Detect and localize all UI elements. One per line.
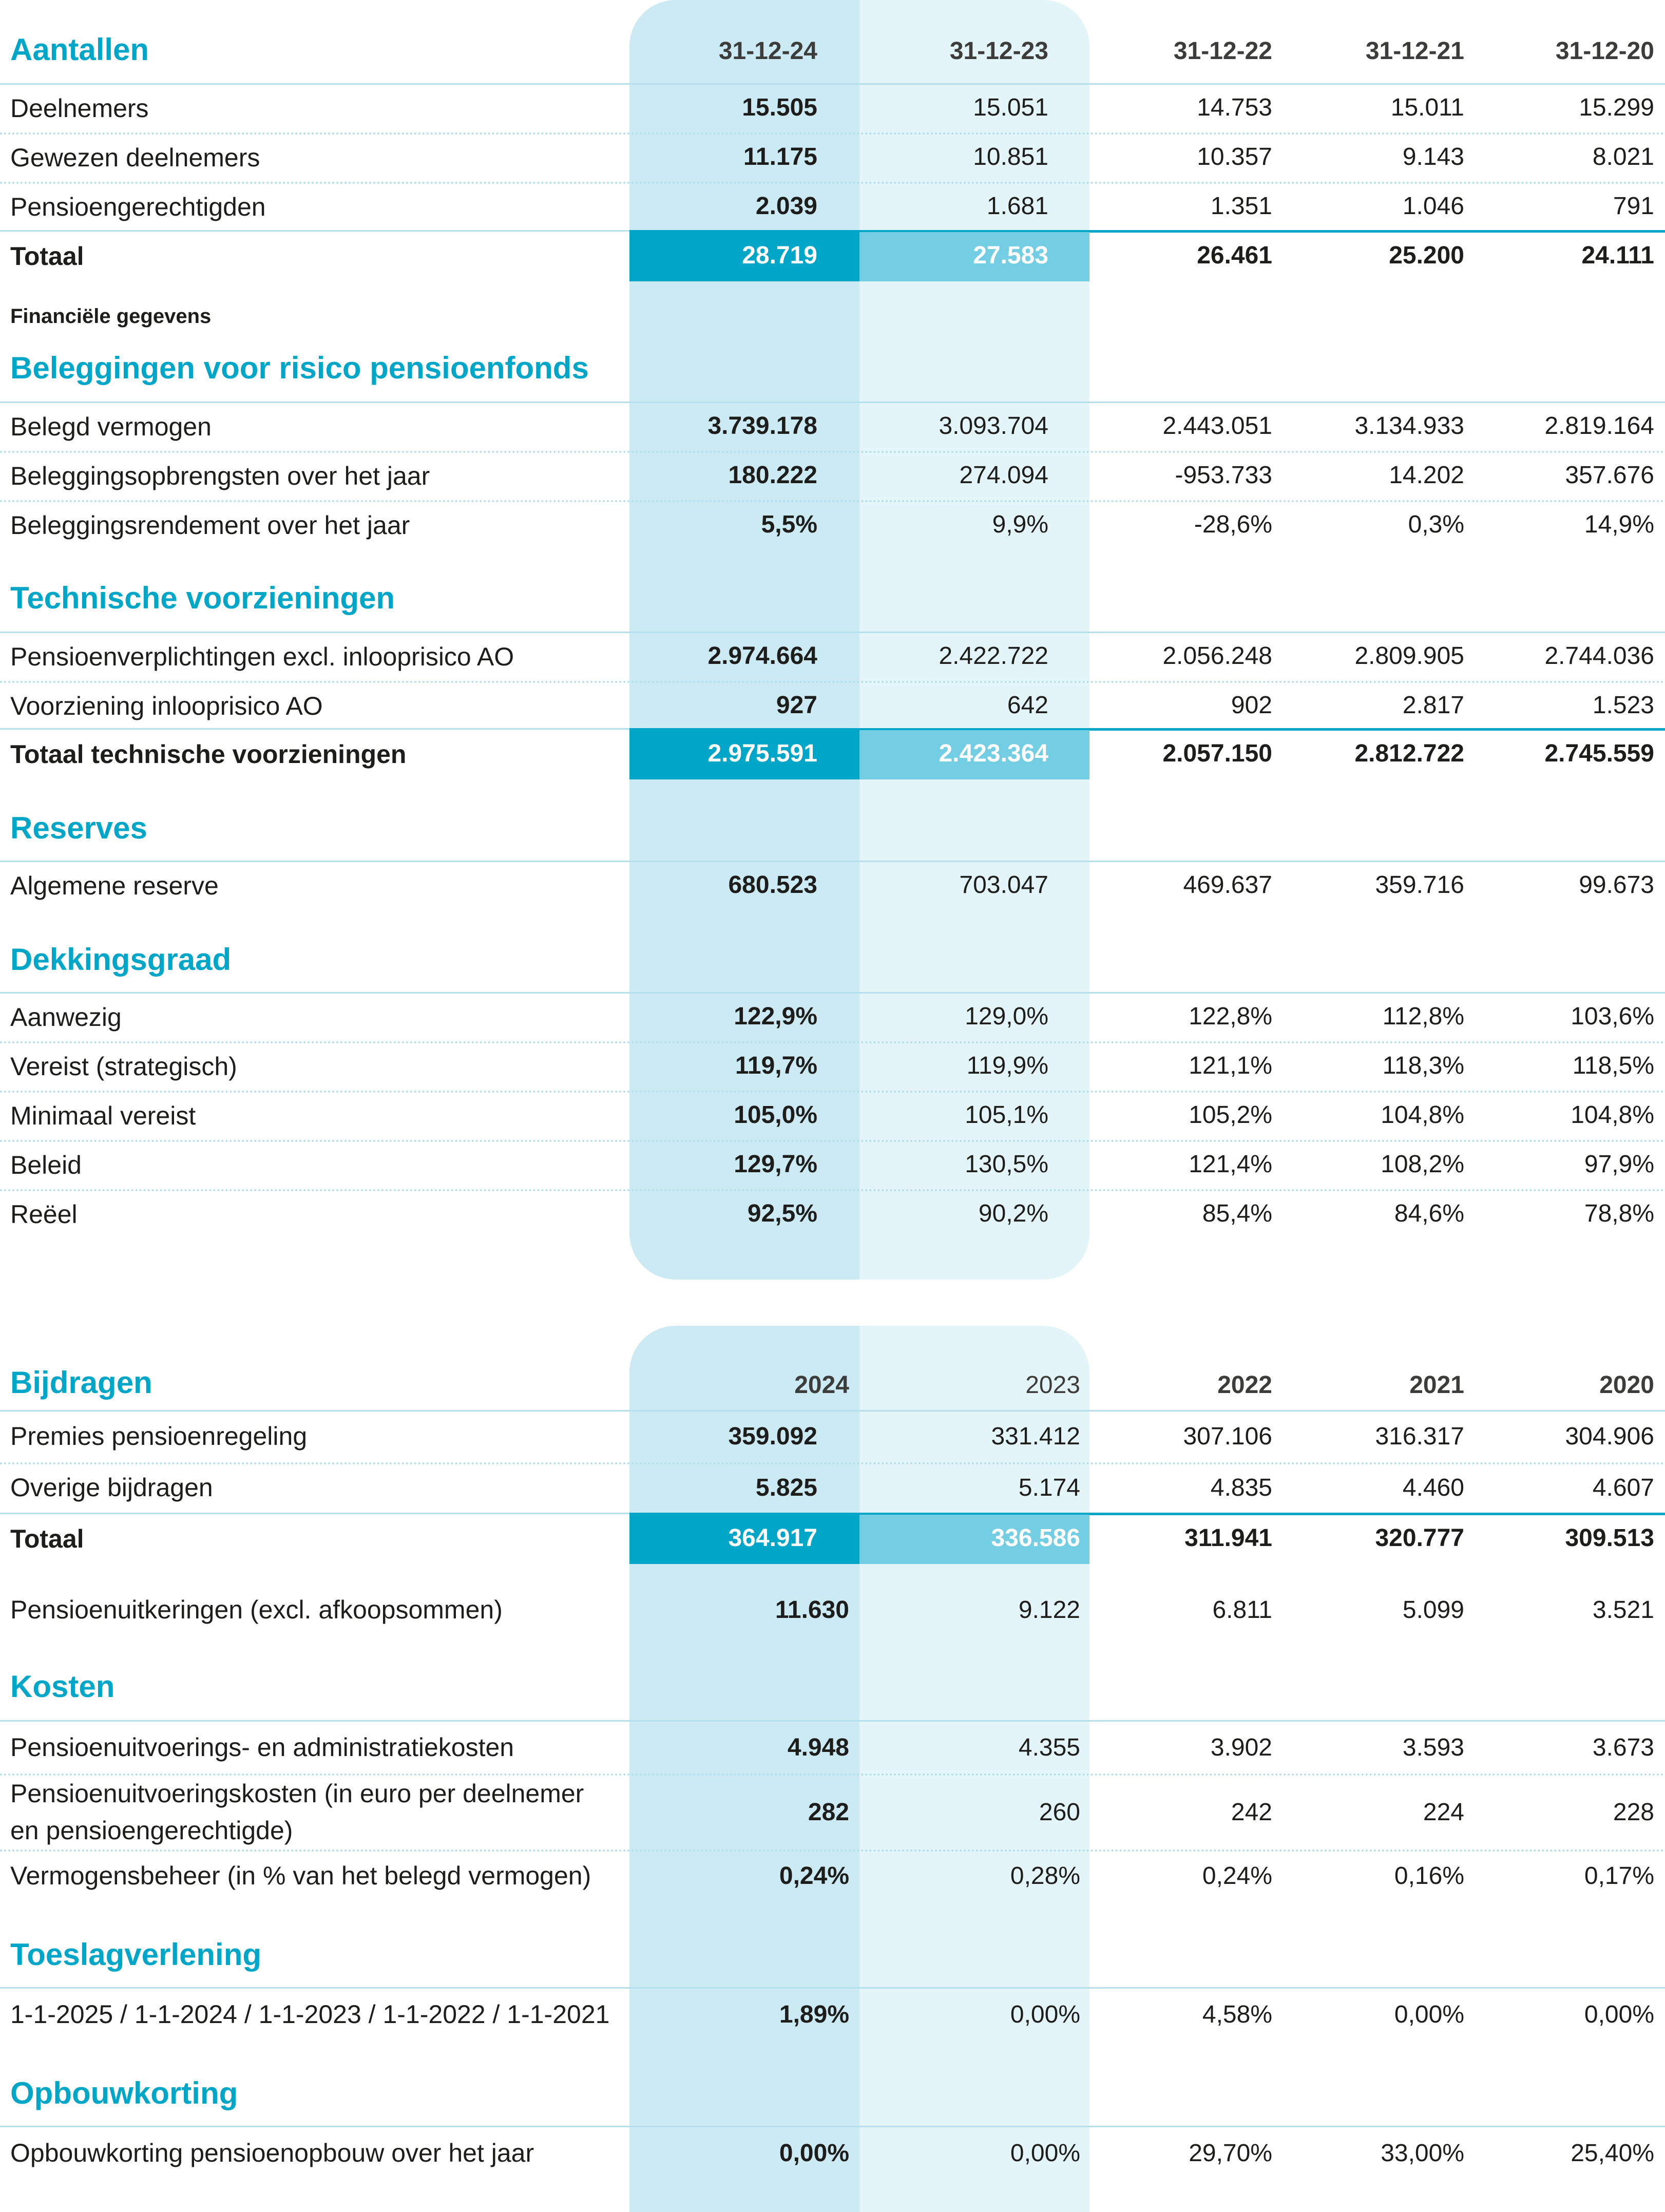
cell: 357.676 [1565, 462, 1654, 489]
section-title-technische-voorzieningen: Technische voorzieningen [10, 581, 395, 615]
cell: 3.134.933 [1354, 412, 1464, 440]
column-header: 2021 [1409, 1371, 1464, 1399]
row-label: Beleggingsrendement over het jaar [10, 511, 410, 540]
cell: 108,2% [1381, 1151, 1464, 1178]
row-label: 1-1-2025 / 1-1-2024 / 1-1-2023 / 1-1-2022 / 1-1-2021 [10, 2000, 610, 2029]
cell: 680.523 [728, 871, 817, 899]
cell: 92,5% [747, 1200, 817, 1227]
cell: 119,9% [966, 1052, 1048, 1079]
row-label: Reëel [10, 1200, 78, 1229]
cell: 4.835 [1210, 1474, 1272, 1501]
cell: 85,4% [1202, 1200, 1272, 1227]
cell: 15.011 [1390, 94, 1464, 121]
cell: 15.051 [973, 94, 1048, 121]
cell: 359.092 [728, 1423, 817, 1450]
row-label: Vermogensbeheer (in % van het belegd vermogen) [10, 1861, 591, 1890]
cell: 1,89% [779, 2001, 849, 2028]
total-cell: 2.057.150 [1162, 740, 1272, 767]
cell: 14,9% [1584, 511, 1654, 538]
cell: 9.122 [1018, 1596, 1080, 1624]
cell: 1.351 [1210, 193, 1272, 220]
cell: 29,70% [1189, 2140, 1272, 2167]
cell: 5.825 [755, 1474, 817, 1501]
total-cell: 2.812.722 [1354, 740, 1464, 767]
total-label: Totaal [10, 242, 84, 271]
total-cell: 320.777 [1375, 1524, 1464, 1552]
column-header: 2020 [1599, 1371, 1654, 1399]
cell: 5.099 [1402, 1596, 1464, 1624]
cell: 180.222 [728, 462, 817, 489]
row-label: Overige bijdragen [10, 1473, 213, 1502]
cell: 0,00% [1010, 2140, 1080, 2167]
section-title-dekkingsgraad: Dekkingsgraad [10, 942, 232, 977]
total-cell: 25.200 [1389, 242, 1464, 269]
total-cell: 311.941 [1184, 1524, 1272, 1552]
cell: 121,1% [1189, 1052, 1272, 1079]
cell: 2.809.905 [1354, 642, 1464, 670]
cell: 2.817 [1402, 692, 1464, 719]
total-cell: 364.917 [728, 1524, 817, 1552]
cell: 2.443.051 [1162, 412, 1272, 440]
total-label: Totaal [10, 1524, 84, 1553]
cell: 703.047 [959, 871, 1048, 899]
cell: 90,2% [978, 1200, 1048, 1227]
cell: 104,8% [1571, 1101, 1654, 1129]
row-label: Premies pensioenregeling [10, 1422, 308, 1451]
row-label: Beleggingsopbrengsten over het jaar [10, 462, 430, 490]
cell: 3.093.704 [939, 412, 1048, 440]
cell: 84,6% [1394, 1200, 1464, 1227]
cell: 0,17% [1584, 1862, 1654, 1890]
cell: 2.056.248 [1162, 642, 1272, 670]
row-label: Pensioenuitvoerings- en administratiekosten [10, 1733, 514, 1762]
column-header: 31-12-21 [1365, 37, 1464, 65]
cell: 791 [1613, 193, 1654, 220]
section-title-aantallen: Aantallen [10, 32, 149, 67]
cell: 3.673 [1592, 1734, 1654, 1761]
total-cell: 26.461 [1197, 242, 1272, 269]
cell: 130,5% [965, 1151, 1048, 1178]
cell: 3.739.178 [707, 412, 817, 440]
cell: 260 [1039, 1799, 1080, 1826]
cell: 33,00% [1381, 2140, 1464, 2167]
cell: 1.681 [986, 193, 1048, 220]
total-cell: 2.975.591 [707, 740, 817, 767]
cell: 9,9% [992, 511, 1048, 538]
cell: 331.412 [991, 1423, 1080, 1450]
cell: 118,3% [1382, 1052, 1464, 1079]
cell: 4.607 [1592, 1474, 1654, 1501]
total-cell: 27.583 [973, 242, 1048, 269]
cell: 105,0% [734, 1101, 817, 1129]
cell: 3.521 [1592, 1596, 1654, 1624]
cell: 6.811 [1212, 1596, 1272, 1624]
row-label: Aanwezig [10, 1003, 122, 1032]
row-label: Pensioengerechtigden [10, 193, 266, 221]
highlight-columns-table2 [629, 1326, 1089, 2212]
cell: 129,7% [734, 1151, 817, 1178]
cell: 0,00% [779, 2140, 849, 2167]
row-label: Algemene reserve [10, 871, 219, 900]
cell: 122,8% [1189, 1003, 1272, 1030]
cell: 2.422.722 [939, 642, 1048, 670]
section-title-bijdragen: Bijdragen [10, 1365, 152, 1400]
cell: 97,9% [1584, 1151, 1654, 1178]
cell: 2.819.164 [1544, 412, 1654, 440]
cell: 118,5% [1572, 1052, 1654, 1079]
cell: 10.357 [1197, 143, 1272, 170]
cell: 4.460 [1402, 1474, 1464, 1501]
cell: 11.175 [743, 143, 817, 170]
cell: 0,28% [1010, 1862, 1080, 1890]
cell: 3.593 [1402, 1734, 1464, 1761]
cell: 99.673 [1579, 871, 1654, 899]
cell: 274.094 [959, 462, 1048, 489]
cell: 282 [808, 1799, 849, 1826]
section-title-reserves: Reserves [10, 811, 147, 845]
row-label: Vereist (strategisch) [10, 1052, 237, 1081]
total-cell: 24.111 [1581, 242, 1654, 269]
cell: 5,5% [761, 511, 817, 538]
cell: -953.733 [1175, 462, 1272, 489]
section-title-beleggingen: Beleggingen voor risico pensioenfonds [10, 351, 589, 385]
row-label-line1: Pensioenuitvoeringskosten (in euro per deelnemer [10, 1779, 584, 1808]
cell: 3.902 [1210, 1734, 1272, 1761]
column-header: 2022 [1217, 1371, 1272, 1399]
cell: 122,9% [734, 1003, 817, 1030]
cell: 469.637 [1183, 871, 1272, 899]
cell: 0,16% [1394, 1862, 1464, 1890]
section-title-toeslagverlening: Toeslagverlening [10, 1937, 262, 1972]
cell: 105,1% [965, 1101, 1048, 1129]
cell: 9.143 [1402, 143, 1464, 170]
cell: 224 [1423, 1799, 1464, 1826]
section-title-kosten: Kosten [10, 1669, 115, 1704]
total-cell: 309.513 [1565, 1524, 1654, 1552]
cell: 105,2% [1189, 1101, 1272, 1129]
cell: 2.039 [755, 193, 817, 220]
cell: -28,6% [1194, 511, 1272, 538]
cell: 103,6% [1571, 1003, 1654, 1030]
cell: 304.906 [1565, 1423, 1654, 1450]
row-label-line2: en pensioengerechtigde) [10, 1816, 293, 1845]
cell: 14.202 [1389, 462, 1464, 489]
subtitle-financiele-gegevens: Financiële gegevens [10, 305, 212, 328]
cell: 307.106 [1183, 1423, 1272, 1450]
cell: 642 [1007, 692, 1048, 719]
cell: 4.948 [787, 1734, 849, 1761]
cell: 228 [1613, 1799, 1654, 1826]
row-label: Beleid [10, 1151, 82, 1179]
cell: 0,00% [1394, 2001, 1464, 2028]
cell: 25,40% [1571, 2140, 1654, 2167]
section-title-opbouwkorting: Opbouwkorting [10, 2076, 238, 2110]
cell: 15.505 [742, 94, 817, 121]
cell: 0,24% [779, 1862, 849, 1890]
total-cell: 2.745.559 [1544, 740, 1654, 767]
column-header: 31-12-22 [1173, 37, 1272, 65]
cell: 359.716 [1375, 871, 1464, 899]
total-cell: 336.586 [991, 1524, 1080, 1552]
cell: 0,00% [1010, 2001, 1080, 2028]
cell: 10.851 [973, 143, 1048, 170]
cell: 316.317 [1375, 1423, 1464, 1450]
column-header: 31-12-20 [1555, 37, 1654, 65]
cell: 129,0% [965, 1003, 1048, 1030]
cell: 927 [776, 692, 817, 719]
cell: 2.744.036 [1544, 642, 1654, 670]
column-header: 31-12-24 [718, 37, 817, 65]
cell: 14.753 [1197, 94, 1272, 121]
cell: 1.523 [1592, 692, 1654, 719]
row-label: Minimaal vereist [10, 1101, 196, 1130]
row-label: Opbouwkorting pensioenopbouw over het jaar [10, 2139, 534, 2167]
total-cell: 28.719 [742, 242, 817, 269]
cell: 242 [1231, 1799, 1272, 1826]
row-label: Belegd vermogen [10, 412, 212, 441]
row-label: Pensioenverplichtingen excl. inlooprisico AO [10, 642, 514, 671]
column-header: 2024 [794, 1371, 849, 1399]
cell: 121,4% [1189, 1151, 1272, 1178]
cell: 11.630 [775, 1596, 849, 1624]
cell: 1.046 [1402, 193, 1464, 220]
cell: 0,24% [1202, 1862, 1272, 1890]
row-label: Deelnemers [10, 94, 149, 123]
row-label: Gewezen deelnemers [10, 143, 260, 172]
cell: 119,7% [735, 1052, 817, 1079]
cell: 8.021 [1592, 143, 1654, 170]
column-header: 2023 [1025, 1371, 1080, 1399]
total-label: Totaal technische voorzieningen [10, 740, 407, 769]
cell: 4,58% [1202, 2001, 1272, 2028]
cell: 4.355 [1018, 1734, 1080, 1761]
cell: 0,3% [1408, 511, 1464, 538]
row-label: Voorziening inlooprisico AO [10, 692, 323, 720]
cell: 2.974.664 [707, 642, 817, 670]
cell: 104,8% [1381, 1101, 1464, 1129]
cell: 5.174 [1018, 1474, 1080, 1501]
cell: 902 [1231, 692, 1272, 719]
cell: 15.299 [1579, 94, 1654, 121]
column-header: 31-12-23 [949, 37, 1048, 65]
row-label: Pensioenuitkeringen (excl. afkoopsommen) [10, 1595, 503, 1624]
cell: 0,00% [1584, 2001, 1654, 2028]
cell: 78,8% [1584, 1200, 1654, 1227]
cell: 112,8% [1382, 1003, 1464, 1030]
total-cell: 2.423.364 [939, 740, 1048, 767]
